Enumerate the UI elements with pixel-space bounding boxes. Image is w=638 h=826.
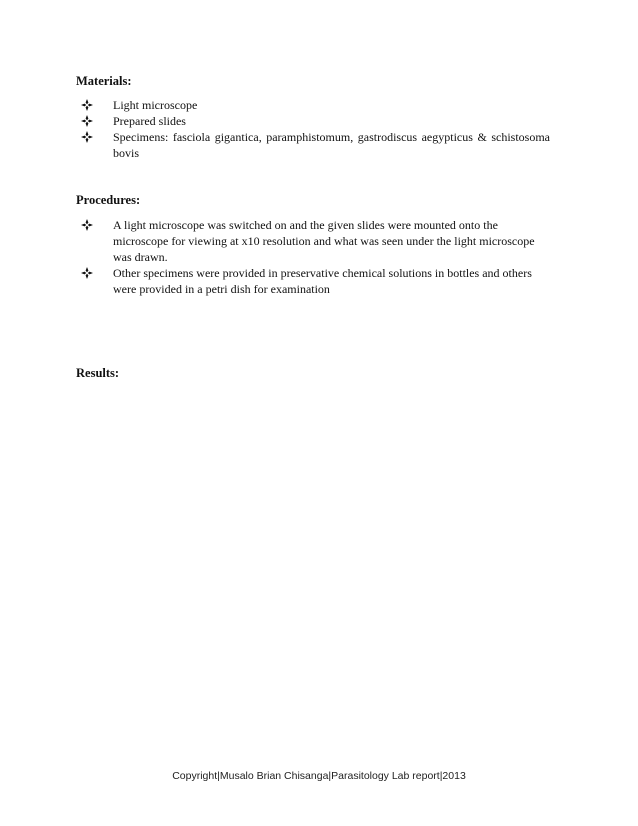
diamond-bullet-icon	[80, 217, 94, 233]
procedures-list	[80, 217, 550, 297]
diamond-bullet-icon	[80, 97, 94, 113]
materials-list	[80, 97, 550, 161]
materials-item-text: Light microscope	[113, 98, 198, 112]
results-heading: Results:	[76, 366, 120, 380]
list-item	[80, 113, 550, 129]
procedures-item-text: A light microscope was switched on and the given slides were mounted onto the microscope for viewing at x10 resolution and what was seen under the light microscope was drawn.	[113, 218, 535, 264]
list-item	[80, 97, 550, 113]
page-footer: Copyright|Musalo Brian Chisanga|Parasitology Lab report|2013	[172, 770, 466, 782]
list-item	[80, 265, 550, 297]
materials-item-text: Prepared slides	[113, 114, 186, 128]
procedures-item-text: Other specimens were provided in preservative chemical solutions in bottles and others were provided in a petri dish for examination	[113, 266, 532, 296]
diamond-bullet-icon	[80, 265, 94, 281]
list-item	[80, 217, 550, 265]
diamond-bullet-icon	[80, 113, 94, 129]
list-item	[80, 129, 550, 161]
materials-item-text: Specimens: fasciola gigantica, paramphistomum, gastrodiscus aegypticus & schistosoma bovis	[113, 130, 550, 160]
procedures-heading: Procedures:	[76, 193, 141, 207]
materials-heading: Materials:	[76, 74, 132, 88]
diamond-bullet-icon	[80, 129, 94, 145]
